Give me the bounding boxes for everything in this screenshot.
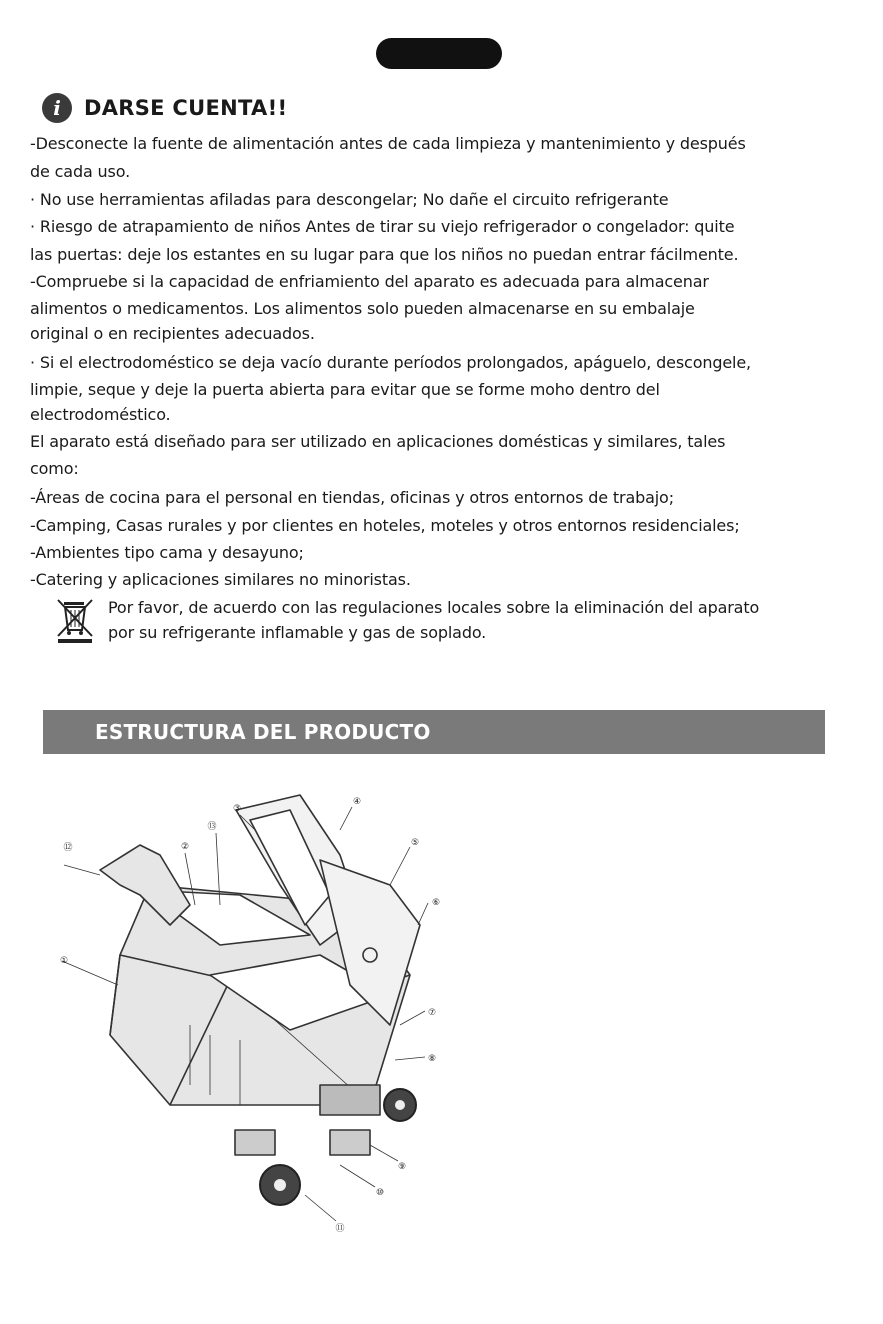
callout-8: ⑧ — [427, 1054, 437, 1064]
notice-line: las puertas: deje los estantes en su lugar para que los niños no puedan entrar fácilmente. — [30, 245, 739, 264]
product-structure-diagram — [40, 775, 480, 1245]
callout-13: ⑬ — [207, 822, 217, 832]
disposal-line: Por favor, de acuerdo con las regulaciones locales sobre la eliminación del aparato — [108, 598, 760, 617]
notice-line: limpie, seque y deje la puerta abierta para evitar que se forme moho dentro del — [30, 380, 660, 399]
notice-line: -Desconecte la fuente de alimentación antes de cada limpieza y mantenimiento y después — [30, 134, 746, 153]
info-icon: i — [42, 93, 72, 123]
notice-line: -Ambientes tipo cama y desayuno; — [30, 543, 304, 562]
notice-line: -Catering y aplicaciones similares no minoristas. — [30, 570, 411, 589]
notice-line: electrodoméstico. — [30, 405, 171, 424]
weee-bin-icon — [52, 596, 98, 644]
notice-line: -Compruebe si la capacidad de enfriamiento del aparato es adecuada para almacenar — [30, 272, 709, 291]
section-title: ESTRUCTURA DEL PRODUCTO — [95, 720, 431, 744]
callout-5: ⑤ — [410, 838, 420, 848]
callout-2: ② — [180, 842, 190, 852]
notice-header — [42, 92, 287, 124]
notice-line: original o en recipientes adecuados. — [30, 324, 315, 343]
notice-line: · Si el electrodoméstico se deja vacío durante períodos prolongados, apáguelo, descongele, — [30, 353, 751, 372]
header-tab — [376, 38, 502, 69]
notice-line: alimentos o medicamentos. Los alimentos solo pueden almacenarse en su embalaje — [30, 299, 695, 318]
callout-11: ⑪ — [335, 1224, 345, 1234]
notice-line: -Camping, Casas rurales y por clientes en hoteles, moteles y otros entornos residenciales; — [30, 516, 740, 535]
section-header — [43, 710, 825, 754]
disposal-line: por su refrigerante inflamable y gas de soplado. — [108, 623, 487, 642]
callout-6: ⑥ — [431, 898, 441, 908]
callout-7: ⑦ — [427, 1008, 437, 1018]
callout-3: ③ — [232, 804, 242, 814]
callout-9: ⑨ — [397, 1162, 407, 1172]
notice-line: como: — [30, 459, 79, 478]
callout-12: ⑫ — [63, 843, 73, 853]
notice-line: de cada uso. — [30, 162, 131, 181]
callout-4: ④ — [352, 797, 362, 807]
callout-10: ⑩ — [375, 1188, 385, 1198]
notice-line: El aparato está diseñado para ser utilizado en aplicaciones domésticas y similares, tales — [30, 432, 726, 451]
notice-line: · Riesgo de atrapamiento de niños Antes de tirar su viejo refrigerador o congelador: quite — [30, 217, 735, 236]
notice-line: · No use herramientas afiladas para descongelar; No dañe el circuito refrigerante — [30, 190, 669, 209]
notice-line: -Áreas de cocina para el personal en tiendas, oficinas y otros entornos de trabajo; — [30, 488, 674, 507]
callout-1: ① — [59, 956, 69, 966]
notice-title: DARSE CUENTA!! — [84, 96, 288, 120]
